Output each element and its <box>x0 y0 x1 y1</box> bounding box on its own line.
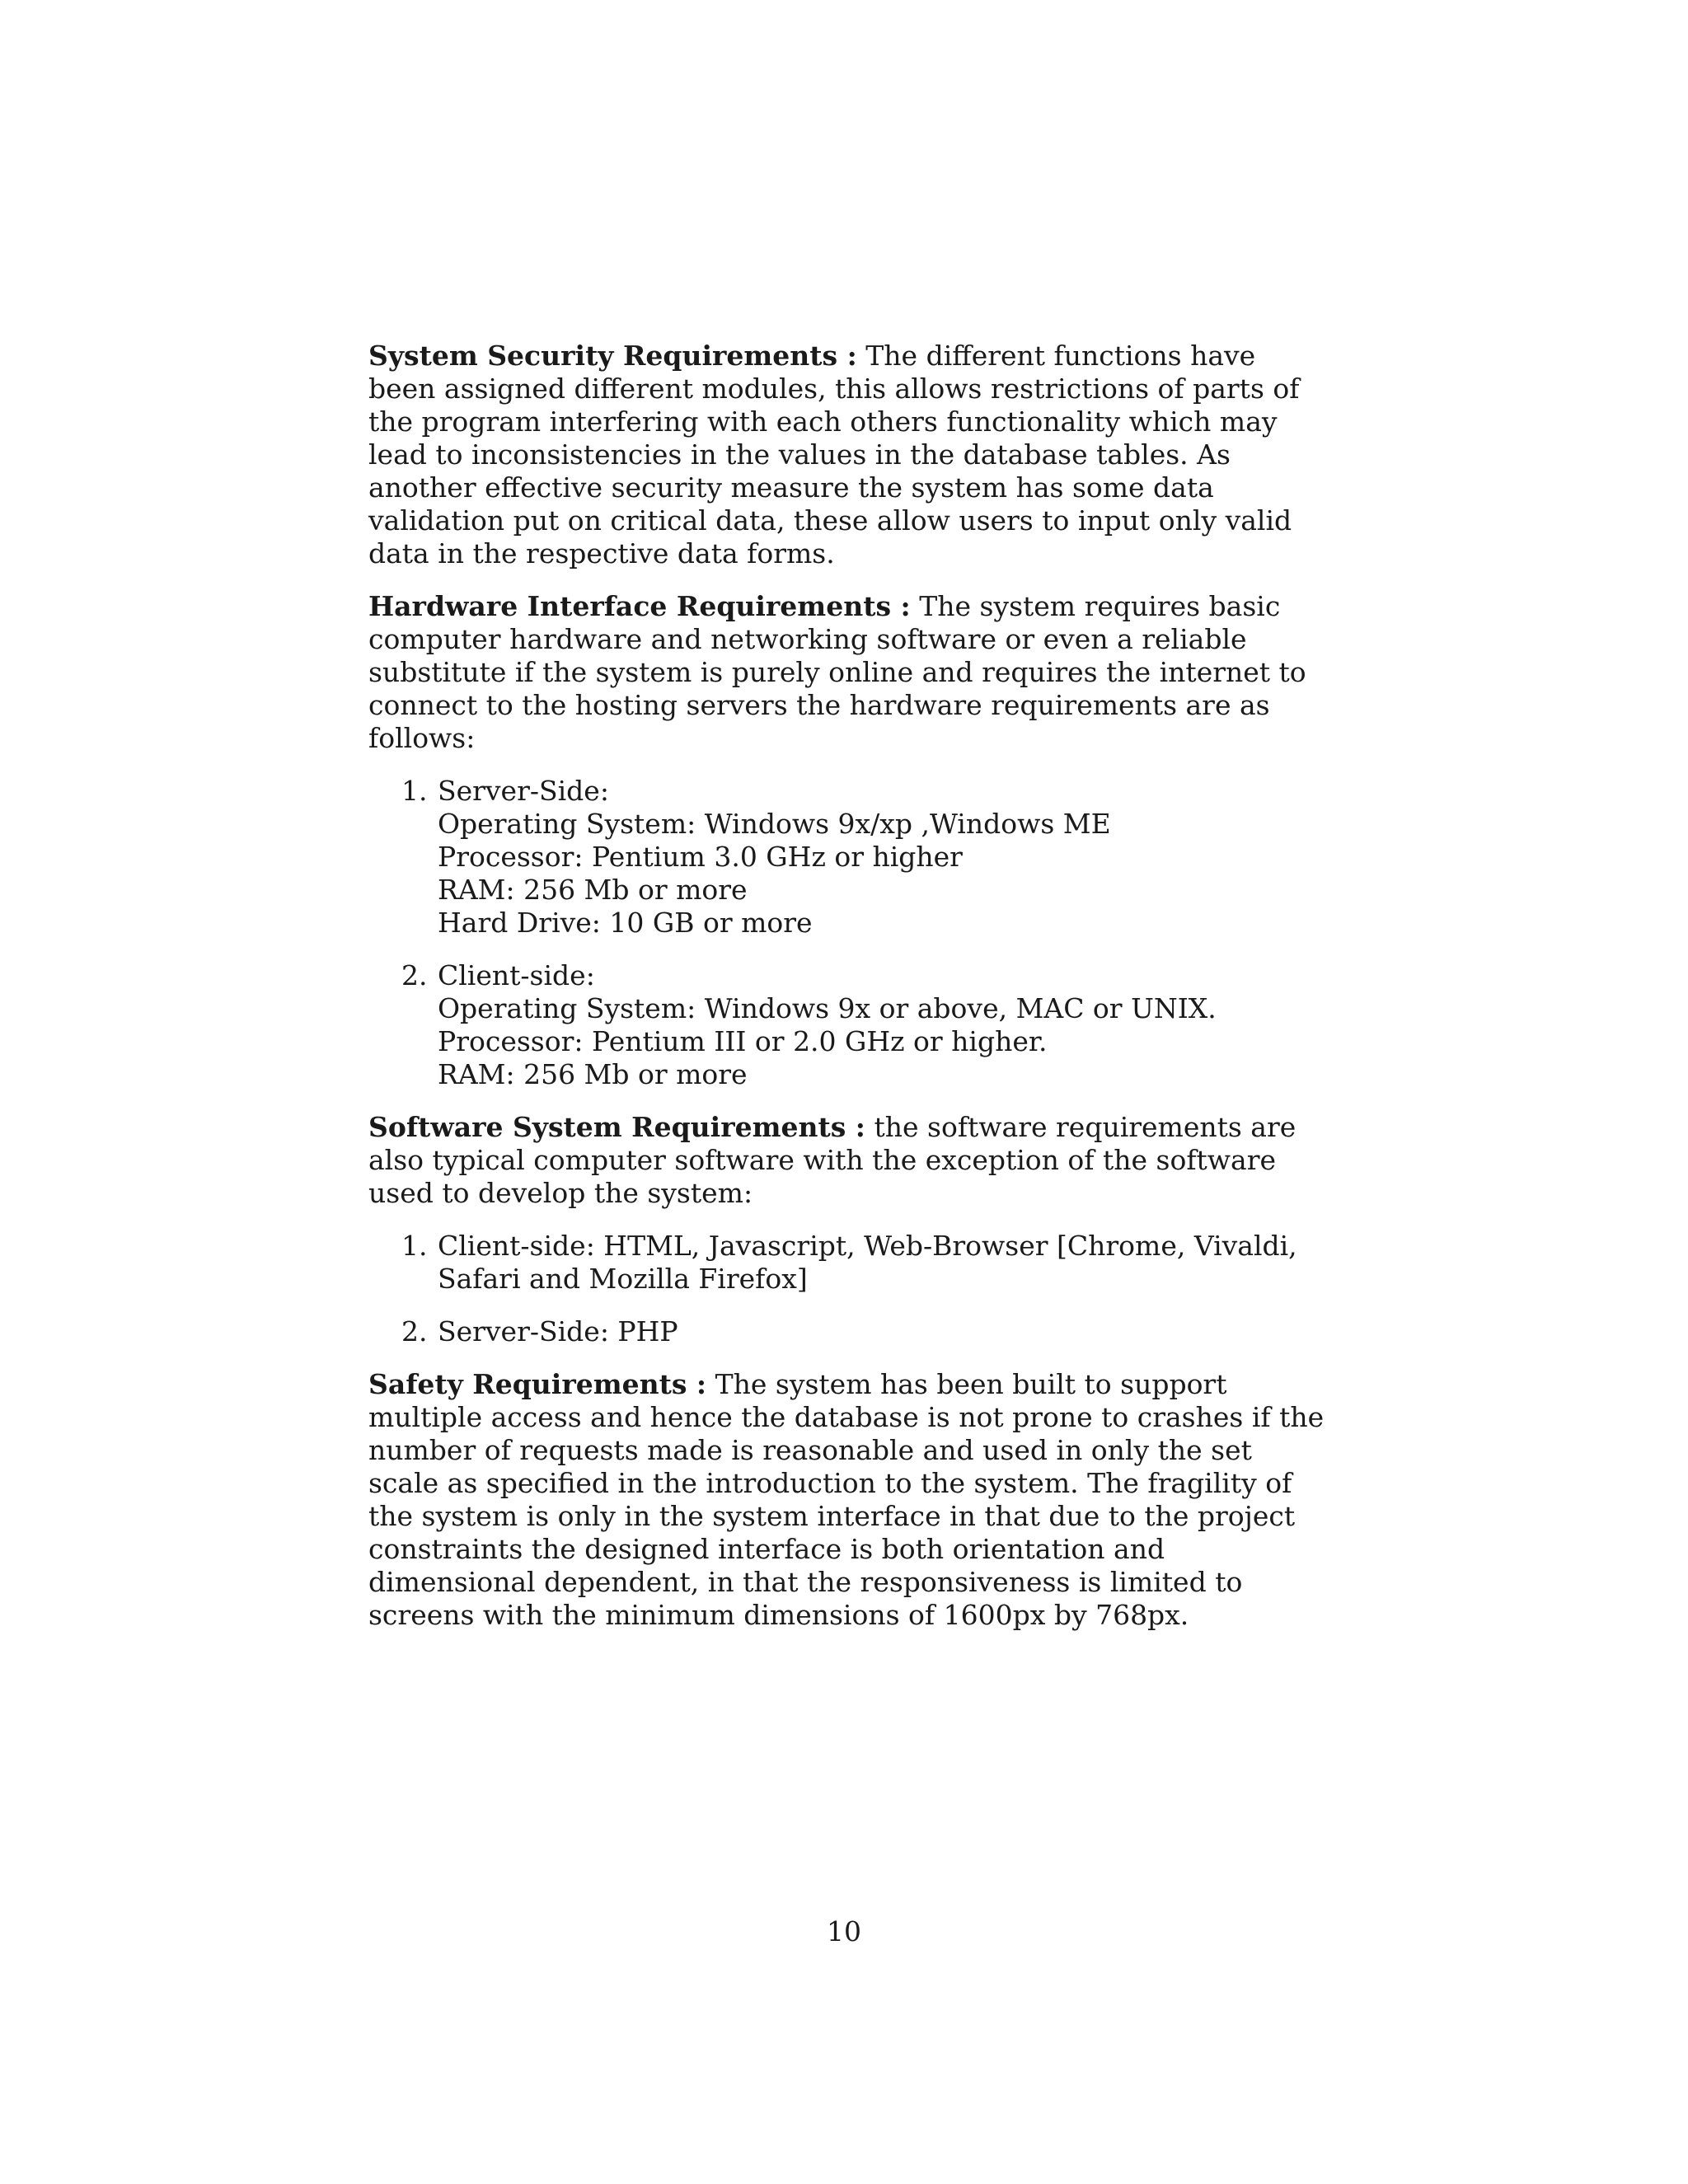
list-item-line: Operating System: Windows 9x or above, MAC or UNIX. <box>438 992 1217 1024</box>
safety-requirements-title: Safety Requirements : <box>368 1368 707 1400</box>
page-body <box>368 340 1325 1652</box>
list-item-line: RAM: 256 Mb or more <box>438 1058 748 1090</box>
safety-requirements-text: The system has been built to support multiple access and hence the database is not prone to crashes if the number of requests made is reasonable and used in only the set scale as specified in the introduction to the system. The fragility of the system is only in the system interface in that due to the project constraints the designed interface is both orientation and dimensional dependent, in that the responsiveness is limited to screens with the minimum dimensions of 1600px by 768px. <box>368 1368 1325 1631</box>
list-item-number: 1. <box>401 775 428 807</box>
hardware-requirements-list <box>368 775 1325 1091</box>
software-requirements-title: Software System Requirements : <box>368 1111 865 1143</box>
list-item-number: 2. <box>401 1315 428 1347</box>
page-number: 10 <box>827 1915 861 1947</box>
list-item-line: Processor: Pentium III or 2.0 GHz or higher. <box>438 1025 1048 1057</box>
list-item-line: Operating System: Windows 9x/xp ,Windows ME <box>438 808 1111 840</box>
list-item-line: Server-Side: <box>438 775 609 807</box>
software-requirements-text: the software requirements are also typical computer software with the exception of the software used to develop the system: <box>368 1111 1296 1209</box>
list-item-line: Processor: Pentium 3.0 GHz or higher <box>438 841 963 873</box>
software-requirements-paragraph <box>368 1111 1325 1210</box>
hardware-requirements-paragraph <box>368 590 1325 755</box>
list-item <box>368 775 1325 940</box>
list-item-text: Client-side: HTML, Javascript, Web-Browser [Chrome, Vivaldi, Safari and Mozilla Firefox] <box>438 1230 1297 1295</box>
list-item <box>368 959 1325 1091</box>
list-item-line: RAM: 256 Mb or more <box>438 874 748 906</box>
software-requirements-list <box>368 1230 1325 1348</box>
list-item-line: Client-side: <box>438 959 595 991</box>
security-requirements-text: The different functions have been assigned different modules, this allows restrictions of parts of the program interfering with each others functionality which may lead to inconsistencies in the values in the database tables. As another effective security measure the system has some data validation put on critical data, these allow users to input only valid data in the respective data forms. <box>368 340 1300 569</box>
list-item-text: Server-Side: PHP <box>438 1315 678 1347</box>
hardware-requirements-text: The system requires basic computer hardware and networking software or even a reliable substitute if the system is purely online and requires the internet to connect to the hosting servers the hardware requirements are as follows: <box>368 590 1306 754</box>
list-item <box>368 1315 1325 1348</box>
list-item-number: 2. <box>401 959 428 991</box>
hardware-requirements-title: Hardware Interface Requirements : <box>368 590 911 622</box>
list-item-line: Hard Drive: 10 GB or more <box>438 907 813 939</box>
list-item-number: 1. <box>401 1230 428 1262</box>
security-requirements-title: System Security Requirements : <box>368 340 857 372</box>
list-item <box>368 1230 1325 1296</box>
safety-requirements-paragraph <box>368 1368 1325 1632</box>
security-requirements-paragraph <box>368 340 1325 570</box>
